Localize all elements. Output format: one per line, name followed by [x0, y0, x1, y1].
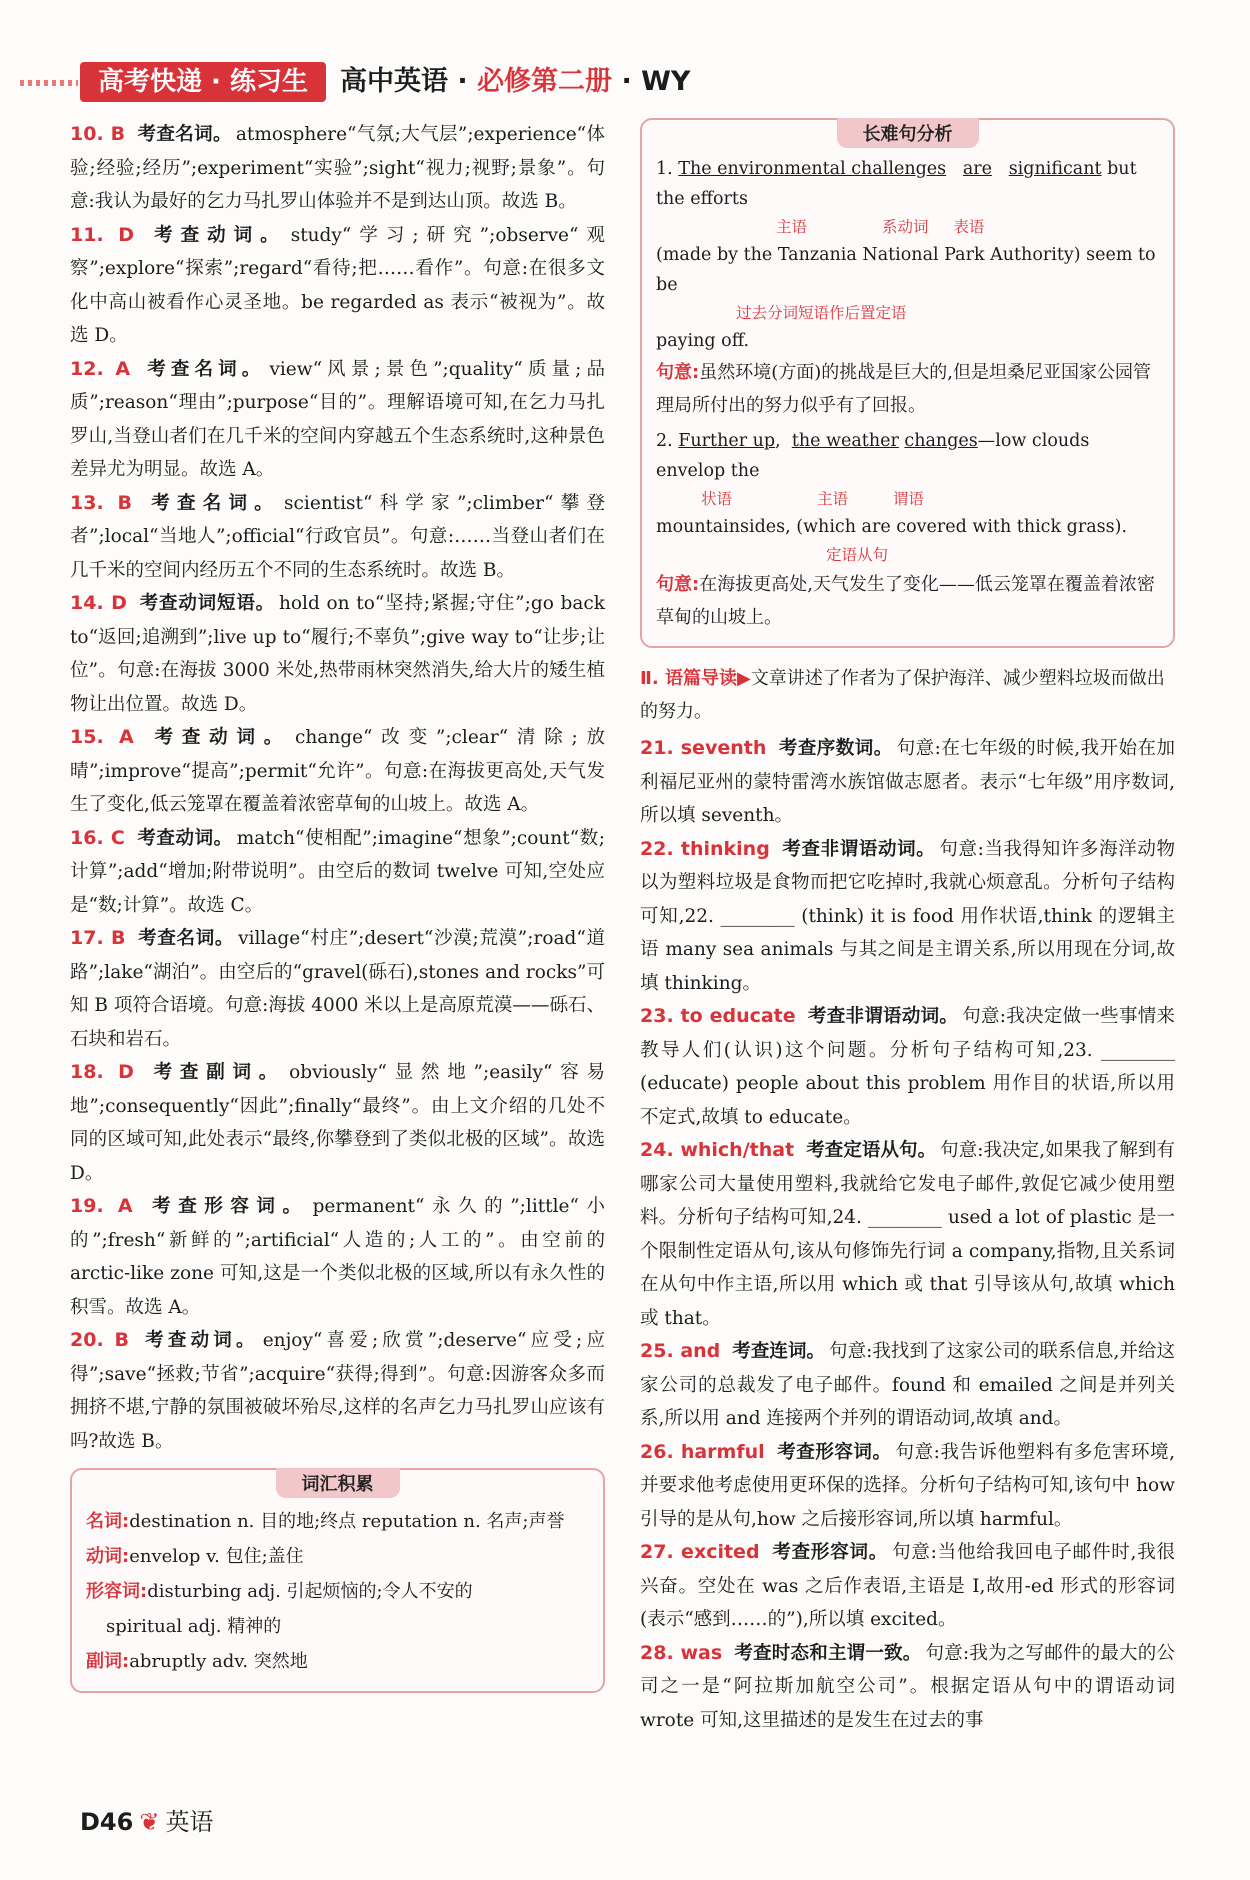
answer-number: 26. harmful [640, 1440, 765, 1463]
answer-category: 考查定语从句。 [806, 1140, 937, 1161]
answer-item [640, 1536, 1175, 1637]
answer-number: 12. A [70, 357, 131, 380]
answer-explanation: view“风景;景色”;quality“质量;品质”;reason“理由”;purpose“目的”。理解语境可知,在乞力马扎罗山,当登山者们在几千米的空间内穿越五个生态系统时,这种景色差异尤为明显。故选 A。 [70, 358, 606, 480]
answer-category: 考查名词。 [137, 124, 232, 145]
answer-item [640, 1335, 1175, 1436]
page-header [0, 50, 1250, 110]
subject-plain: 高中英语 · [340, 66, 478, 97]
answer-explanation: 句意:当他给我回电子邮件时,我很兴奋。空处在 was 之后作表语,主语是 I,故用-ed 形式的形容词(表示“感到……的”),所以填 excited。 [640, 1542, 1175, 1630]
answer-category: 考查形容词。 [776, 1441, 892, 1463]
s2-role2: 定语从句 [826, 546, 889, 564]
vocab-part-of-speech: 形容词: [86, 1581, 148, 1602]
vocab-entry [86, 1539, 589, 1574]
subject-suffix: · WY [612, 66, 691, 97]
s1-line2: (made by the Tanzania National Park Authority) seem to be [656, 245, 1156, 295]
answer-category: 考查副词。 [145, 1062, 286, 1083]
answer-number: 22. thinking [640, 837, 770, 860]
answer-category: 考查形容词。 [771, 1542, 889, 1563]
subject-title [340, 62, 690, 102]
vocab-box-title: 词汇积累 [276, 1468, 400, 1498]
part2-label: Ⅱ. 语篇导读▶ [640, 668, 751, 689]
answer-item [70, 1190, 605, 1324]
answer-category: 考查时态和主谓一致。 [734, 1642, 922, 1664]
sentence-2-number: 2. [656, 431, 679, 451]
brand-label: 高考快递 · 练习生 [80, 62, 326, 102]
answer-list-right [640, 732, 1175, 1737]
answer-list-left [70, 118, 605, 1458]
vocab-list [86, 1504, 589, 1679]
s2-roles [656, 486, 1159, 512]
answer-explanation: village“村庄”;desert“沙漠;荒漠”;road“道路”;lake“湖泊”。由空后的“gravel(砾石),stones and rocks”可知 B 项符合语境。句意:海拔 4000 米以上是高原荒漠——砾石、石块和岩石。 [70, 928, 605, 1050]
answer-category: 考查动词。 [136, 827, 233, 849]
answer-category: 考查名词。 [137, 928, 235, 949]
s1-subject: The environmental challenges [678, 159, 947, 179]
answer-number: 18. D [70, 1061, 134, 1083]
footer-subject: 英语 [165, 1808, 214, 1836]
sentence-1-number: 1. [656, 159, 679, 179]
answer-item [70, 587, 605, 721]
leaf-icon: ❦ [139, 1808, 160, 1836]
answer-category: 考查名词。 [142, 358, 266, 380]
s1-gloss-key: 句意: [656, 362, 700, 383]
answer-explanation: enjoy“喜爱;欣赏”;deserve“应受;应得”;save“拯救;节省”;acquire“获得;得到”。句意:因游客众多而拥挤不堪,宁静的氛围被破坏殆尽,这样的名声乞力马扎罗山应该有吗?故选 B。 [70, 1330, 605, 1452]
answer-category: 考查连词。 [732, 1341, 826, 1362]
answer-item [70, 822, 605, 923]
s2-gloss-text: 在海拔更高处,天气发生了变化——低云笼罩在覆盖着浓密草甸的山坡上。 [656, 574, 1155, 628]
s2-gloss [656, 568, 1159, 634]
s2-line2: mountainsides, (which are covered with thick grass). [656, 517, 1128, 537]
vocab-text: destination n. 目的地;终点 reputation n. 名声;声誉 [129, 1511, 565, 1532]
answer-number: 19. A [70, 1195, 133, 1217]
s2-gloss-key: 句意: [656, 574, 700, 595]
answer-number: 25. and [640, 1340, 721, 1362]
analysis-box-title: 长难句分析 [837, 118, 979, 148]
answer-explanation: study“学习;研究”;observe“观察”;explore“探索”;regard“看待;把……看作”。句意:在很多文化中高山被看作心灵圣地。be regarded as 表示“被视为”。故选 D。 [70, 224, 605, 346]
answer-number: 24. which/that [640, 1139, 795, 1161]
vocab-box [70, 1468, 605, 1693]
answer-number: 15. A [70, 726, 134, 748]
answer-item [70, 487, 605, 588]
vocab-entry [86, 1504, 589, 1539]
sentence-2: 2. Further up, the weather changes—low clouds envelop the [656, 431, 1090, 481]
answer-item [70, 118, 605, 219]
answer-category: 考查非谓语动词。 [781, 838, 936, 860]
answer-number: 23. to educate [640, 1005, 796, 1027]
answer-explanation: 句意:我决定做一些事情来教导人们(认识)这个问题。分析句子结构可知,23. ________ (educate) people about this problem 用作目的状语,所以用不定式,故填 to educate。 [640, 1006, 1175, 1128]
answer-number: 13. B [70, 491, 133, 514]
vocab-part-of-speech: 动词: [86, 1546, 130, 1567]
answer-item [640, 1637, 1175, 1738]
page-footer [80, 1802, 213, 1837]
answer-number: 28. was [640, 1641, 723, 1664]
vocab-text: abruptly adv. 突然地 [129, 1651, 308, 1672]
answer-category: 考查动词。 [146, 224, 287, 246]
vocab-text: disturbing adj. 引起烦恼的;令人不安的 [147, 1581, 473, 1602]
s1-role2: 过去分词短语作后置定语 [736, 304, 907, 322]
s1-line3: paying off. [656, 331, 750, 351]
s1-rest: but the efforts [656, 159, 1137, 209]
answer-item [70, 1324, 605, 1458]
s2-rest: —low clouds envelop the [656, 431, 1090, 481]
analysis-box [640, 118, 1175, 648]
answer-category: 考查形容词。 [144, 1196, 309, 1217]
answer-number: 11. D [70, 223, 135, 246]
vocab-entry [86, 1644, 589, 1679]
part2-text: 文章讲述了作者为了保护海洋、减少塑料垃圾而做出的努力。 [640, 668, 1165, 722]
right-column [640, 118, 1175, 1737]
answer-category: 考查序数词。 [778, 738, 893, 759]
answer-category: 考查非谓语动词。 [807, 1006, 959, 1027]
sentence-1 [656, 154, 1159, 214]
answer-explanation: scientist“科学家”;climber“攀登者”;local“当地人”;official“行政官员”。句意:……当登山者们在几千米的空间内经历五个不同的生态系统时。故选 B。 [70, 492, 605, 581]
s2-subject: the weather [791, 431, 899, 451]
s2-role-subject: 主语 [816, 490, 848, 508]
s2-role-verb: 谓语 [892, 490, 924, 508]
answer-explanation: 句意:当我得知许多海洋动物以为塑料垃圾是食物而把它吃掉时,我就心烦意乱。分析句子结构可知,22. ________ (think) it is food 用作状语,think 的逻辑主语 many sea animals 与其之间是主谓关系,所以用现在分词,故填 thinking。 [640, 838, 1175, 994]
answer-explanation: obviously“显然地”;easily“容易地”;consequently“因此”;finally“最终”。由上文介绍的几处不同的区域可知,此处表示“最终,你攀登到了类似北极的区域”。故选 D。 [70, 1062, 605, 1184]
answer-number: 20. B [70, 1329, 129, 1351]
vocab-text: spiritual adj. 精神的 [106, 1616, 282, 1637]
s1-gloss-text: 虽然环境(方面)的挑战是巨大的,但是坦桑尼亚国家公园管理局所付出的努力似乎有了回报。 [656, 362, 1151, 416]
answer-item [70, 353, 605, 487]
page-number: D46 [80, 1808, 134, 1836]
answer-item [70, 1056, 605, 1190]
answer-item [640, 1000, 1175, 1134]
left-column [70, 118, 605, 1693]
answer-item [640, 1436, 1175, 1537]
vocab-part-of-speech: 名词: [86, 1511, 130, 1532]
subject-accent: 必修第二册 [477, 66, 613, 97]
answer-explanation: 句意:在七年级的时候,我开始在加利福尼亚州的蒙特雷湾水族馆做志愿者。表示“七年级”用序数词,所以填 seventh。 [640, 738, 1175, 826]
answer-number: 21. seventh [640, 737, 767, 759]
answer-number: 16. C [70, 826, 125, 849]
vocab-entry [86, 1609, 589, 1644]
answer-item [640, 1134, 1175, 1335]
answer-explanation: match“使相配”;imagine“想象”;count“数;计算”;add“增加;附带说明”。由空后的数词 twelve 可知,空处应是“数;计算”。故选 C。 [70, 827, 605, 916]
answer-category: 考查动词。 [140, 1330, 259, 1351]
s1-role-subject: 主语 [776, 218, 808, 236]
s1-role-predicate: 表语 [953, 218, 985, 236]
s2-role-adverbial: 状语 [701, 490, 733, 508]
s1-roles [656, 214, 1159, 240]
s1-verb: are [962, 159, 992, 179]
s2-adverbial: Further up [678, 431, 776, 451]
answer-explanation: 句意:我为之写邮件的最大的公司之一是“阿拉斯加航空公司”。根据定语从句中的谓语动词 wrote 可知,这里描述的是发生在过去的事 [640, 1642, 1175, 1731]
answer-explanation: hold on to“坚持;紧握;守住”;go back to“返回;追溯到”;live up to“履行;不辜负”;give way to“让步;让位”。句意:在海拔 3000 米处,热带雨林突然消失,给大片的矮生植物让出位置。故选 D。 [70, 593, 605, 715]
answer-number: 17. B [70, 927, 126, 949]
vocab-text: envelop v. 包住;盖住 [129, 1546, 304, 1567]
answer-category: 考查动词短语。 [138, 593, 275, 614]
answer-explanation: 句意:我找到了这家公司的联系信息,并给这家公司的总裁发了电子邮件。found 和 emailed 之间是并列关系,所以用 and 连接两个并列的谓语动词,故填 and。 [640, 1341, 1175, 1429]
s1-role-verb: 系动词 [881, 218, 929, 236]
s1-predicate: significant [1008, 159, 1102, 179]
answer-item [640, 833, 1175, 1001]
answer-explanation: change“改变”;clear“清除;放晴”;improve“提高”;permit“允许”。句意:在海拔更高处,天气发生了变化,低云笼罩在覆盖着浓密草甸的山坡上。故选 A。 [70, 727, 606, 815]
vocab-part-of-speech: 副词: [86, 1651, 130, 1672]
answer-item [70, 922, 605, 1056]
answer-explanation: 句意:我决定,如果我了解到有哪家公司大量使用塑料,我就给它发电子邮件,敦促它减少使用塑料。分析句子结构可知,24. ________ used a lot of plastic 是一个限制性定语从句,该从句修饰先行词 a company,指物,且关系词在从句中作主语,所以用 which 或 that 引导该从句,故填 which 或 that。 [640, 1140, 1175, 1329]
s2-verb: changes [904, 431, 978, 451]
answer-category: 考查名词。 [144, 492, 281, 514]
vocab-entry [86, 1574, 589, 1609]
s1-gloss [656, 356, 1159, 422]
answer-explanation: 句意:我告诉他塑料有多危害环境,并要求他考虑使用更环保的选择。分析句子结构可知,该句中 how 引导的是从句,how 之后接形容词,所以填 harmful。 [640, 1441, 1175, 1530]
answer-number: 14. D [70, 592, 127, 614]
answer-item [640, 732, 1175, 833]
decorative-dots [20, 80, 78, 86]
answer-explanation: permanent“永久的”;little“小的”;fresh“新鲜的”;artificial“人造的;人工的”。由空前的 arctic-like zone 可知,这是一个类似北极的区域,所以有永久性的积雪。故选 A。 [70, 1196, 606, 1318]
answer-number: 27. excited [640, 1541, 760, 1563]
answer-category: 考查动词。 [145, 727, 292, 748]
answer-item [70, 219, 605, 353]
part2-intro [640, 662, 1175, 728]
answer-number: 10. B [70, 123, 126, 145]
answer-explanation: atmosphere“气氛;大气层”;experience“体验;经验;经历”;experiment“实验”;sight“视力;视野;景象”。句意:我认为最好的乞力马扎罗山体验并不是到达山顶。故选 B。 [70, 124, 605, 212]
answer-item [70, 721, 605, 822]
